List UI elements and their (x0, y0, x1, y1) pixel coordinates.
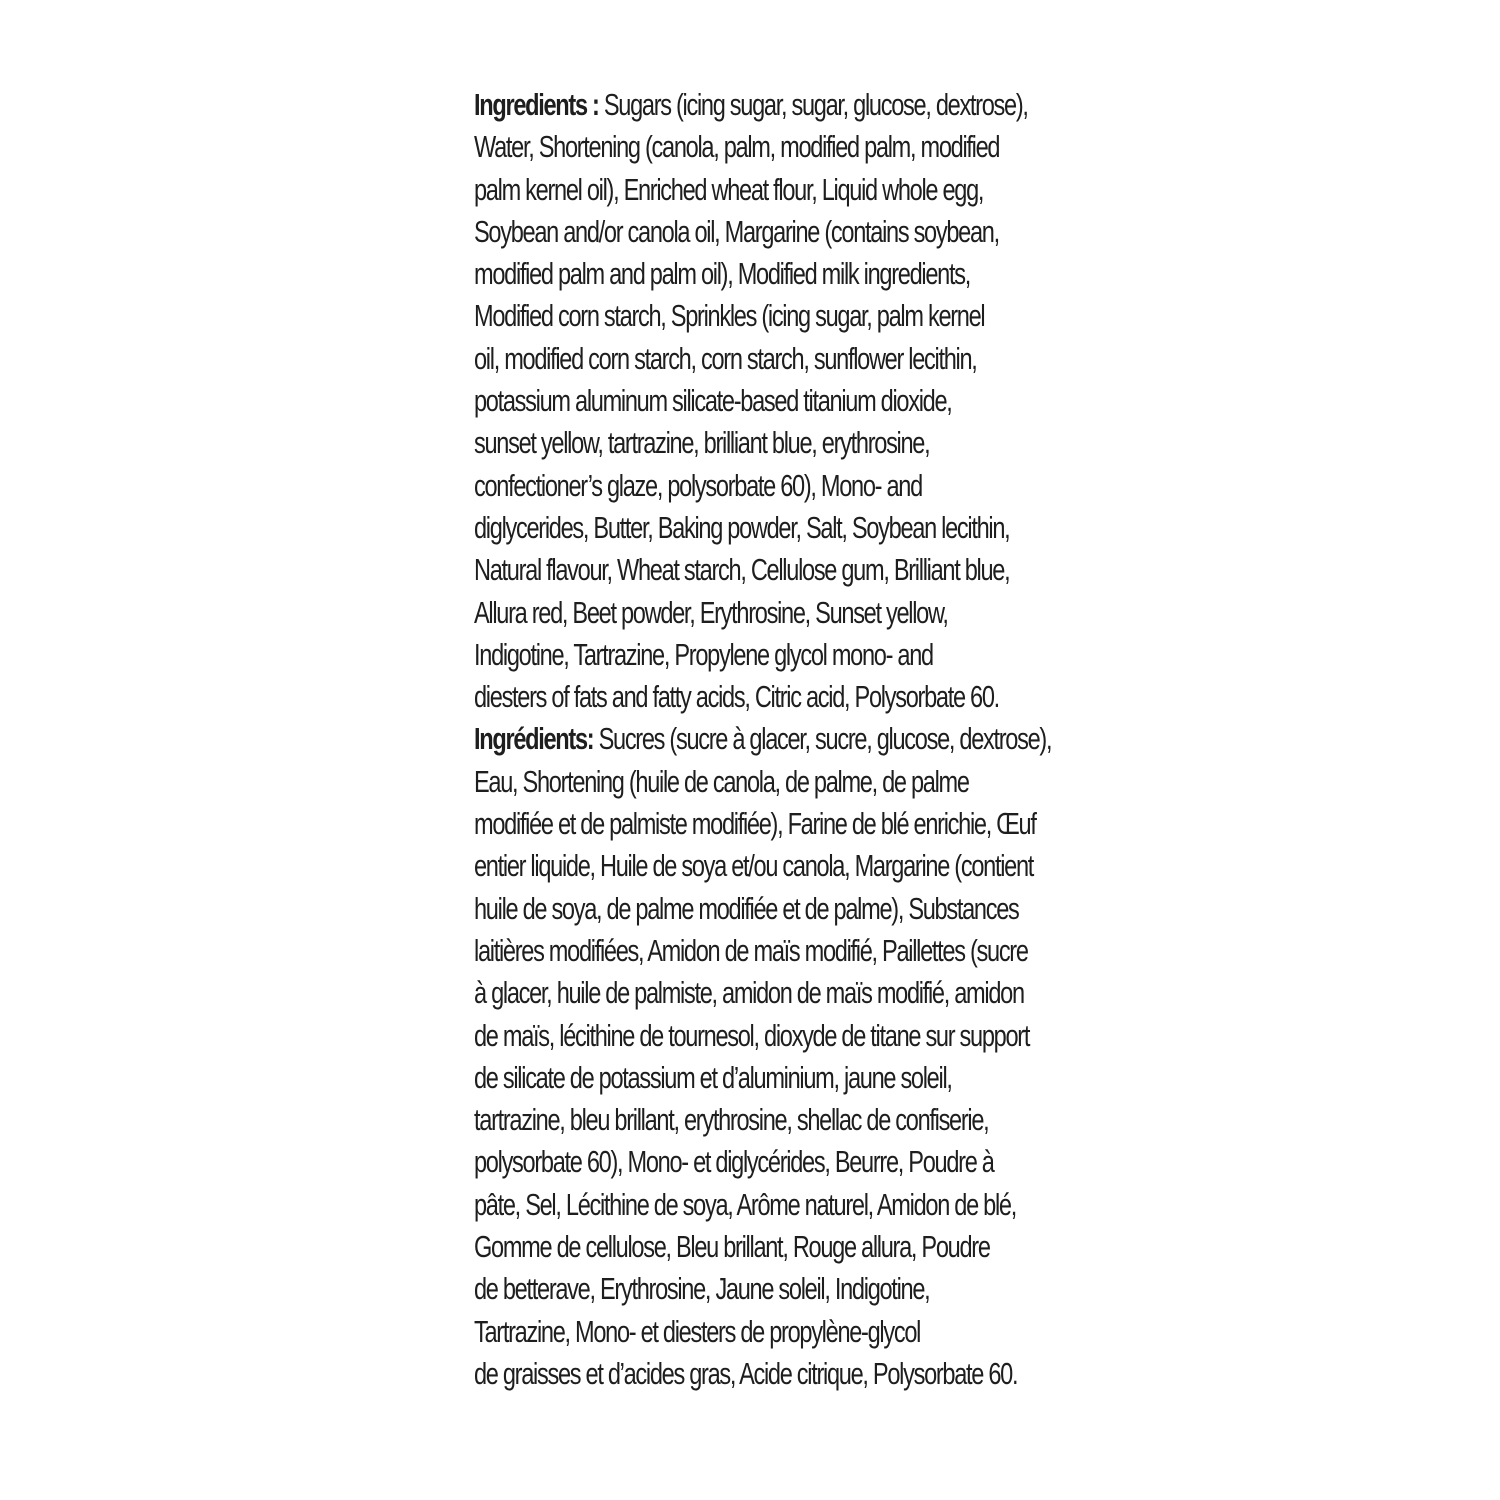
ingredient-line: Indigotine, Tartrazine, Propylene glycol mono- and (474, 636, 933, 672)
ingredient-line (474, 718, 1056, 760)
ingredients-heading-english: Ingredients : (474, 87, 599, 122)
ingredient-text: Sugars (icing sugar, sugar, glucose, dextrose), (598, 87, 1028, 122)
ingredient-line: entier liquide, Huile de soya et/ou canola, Margarine (contient (474, 848, 1034, 884)
ingredients-french (474, 718, 1056, 1395)
ingredients-english (474, 84, 1056, 718)
ingredient-line: modifiée et de palmiste modifiée), Farine de blé enrichie, Œuf (474, 806, 1036, 842)
ingredient-line: de maïs, lécithine de tournesol, dioxyde de titane sur support (474, 1017, 1030, 1053)
ingredient-line: huile de soya, de palme modifiée et de palme), Substances (474, 890, 1019, 926)
ingredient-line: Allura red, Beet powder, Erythrosine, Sunset yellow, (474, 594, 948, 630)
ingredient-line: de silicate de potassium et d’aluminium, jaune soleil, (474, 1059, 952, 1095)
ingredient-line: potassium aluminum silicate-based titanium dioxide, (474, 383, 952, 419)
ingredient-line: Water, Shortening (canola, palm, modified palm, modified (474, 129, 1000, 165)
ingredient-line: à glacer, huile de palmiste, amidon de maïs modifié, amidon (474, 975, 1024, 1011)
ingredient-line: confectioner’s glaze, polysorbate 60), Mono- and (474, 467, 922, 503)
ingredient-line: pâte, Sel, Lécithine de soya, Arôme naturel, Amidon de blé, (474, 1186, 1016, 1222)
ingredient-line: Gomme de cellulose, Bleu brillant, Rouge allura, Poudre (474, 1229, 990, 1265)
ingredient-line: modified palm and palm oil), Modified milk ingredients, (474, 256, 970, 292)
ingredient-line: tartrazine, bleu brillant, erythrosine, shellac de confiserie, (474, 1102, 989, 1138)
ingredient-line: sunset yellow, tartrazine, brilliant blue, erythrosine, (474, 425, 930, 461)
ingredient-line: diesters of fats and fatty acids, Citric acid, Polysorbate 60. (474, 679, 999, 715)
ingredients-heading-french: Ingrédients: (474, 721, 594, 757)
ingredient-line: polysorbate 60), Mono- et diglycérides, Beurre, Poudre à (474, 1144, 994, 1180)
ingredient-line: Eau, Shortening (huile de canola, de palme, de palme (474, 763, 969, 799)
ingredient-line: Modified corn starch, Sprinkles (icing sugar, palm kernel (474, 298, 985, 334)
ingredient-line: laitières modifiées, Amidon de maïs modifié, Paillettes (sucre (474, 932, 1028, 968)
ingredient-text: Sucres (sucre à glacer, sucre, glucose, dextrose), (593, 721, 1052, 757)
ingredient-line: palm kernel oil), Enriched wheat flour, Liquid whole egg, (474, 171, 984, 207)
ingredient-line: Natural flavour, Wheat starch, Cellulose gum, Brilliant blue, (474, 552, 1010, 588)
ingredient-line: Soybean and/or canola oil, Margarine (contains soybean, (474, 213, 999, 249)
ingredient-line: oil, modified corn starch, corn starch, sunflower lecithin, (474, 340, 977, 376)
ingredient-line (474, 84, 1056, 126)
ingredient-line: de graisses et d’acides gras, Acide citrique, Polysorbate 60. (474, 1355, 1018, 1391)
ingredient-line: Tartrazine, Mono- et diesters de propylène-glycol (474, 1313, 921, 1349)
ingredients-label (474, 84, 1056, 1395)
ingredient-line: de betterave, Erythrosine, Jaune soleil, Indigotine, (474, 1271, 930, 1307)
ingredient-line: diglycerides, Butter, Baking powder, Salt, Soybean lecithin, (474, 509, 1010, 545)
